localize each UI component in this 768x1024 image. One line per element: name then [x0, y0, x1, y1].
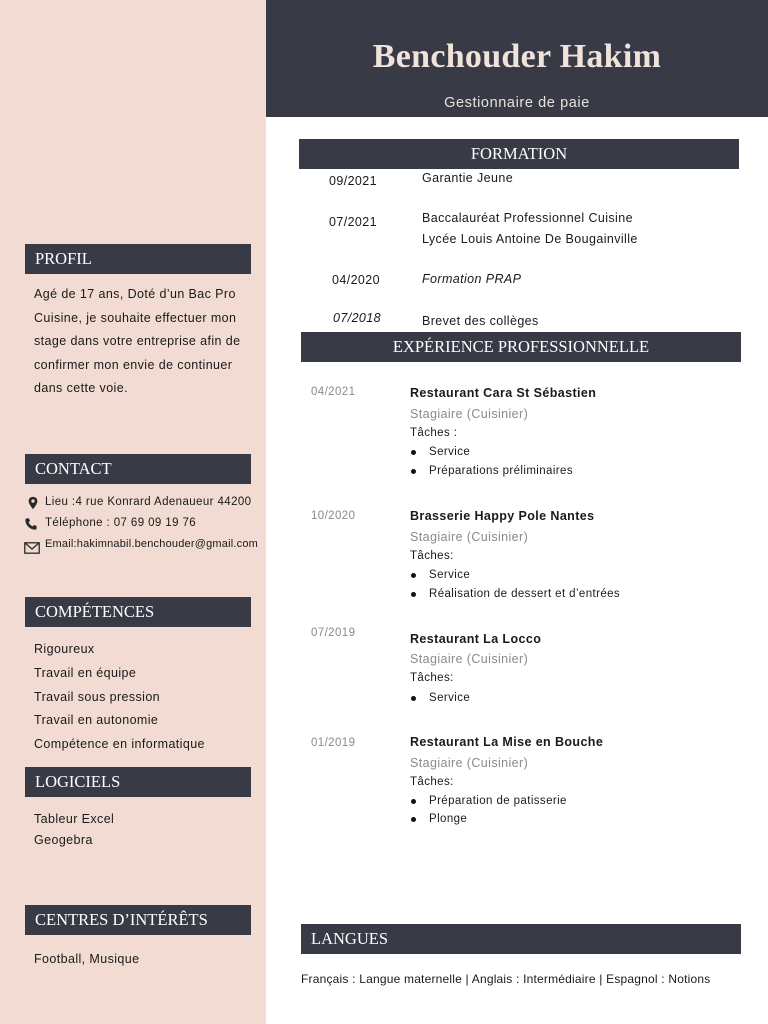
competence-item: Compétence en informatique: [34, 737, 205, 751]
competence-item: Travail en autonomie: [34, 713, 159, 727]
job-company: Restaurant La Mise en Bouche: [410, 735, 604, 749]
job-role: Stagiaire (Cuisinier): [410, 530, 529, 544]
job-tasks-label: Tâches :: [410, 427, 458, 439]
bullet: [411, 469, 416, 474]
bullet: [411, 450, 416, 455]
bullet: [411, 573, 416, 578]
phone-icon: [23, 517, 39, 531]
logiciel-item: Geogebra: [34, 833, 93, 847]
formation-line: Garantie Jeune: [422, 171, 514, 185]
job-task: Préparations préliminaires: [429, 465, 573, 477]
job-company: Restaurant La Locco: [410, 632, 542, 646]
experience-heading: EXPÉRIENCE PROFESSIONNELLE: [301, 332, 741, 362]
interets-heading: CENTRES D’INTÉRÊTS: [25, 905, 251, 935]
contact-phone: Téléphone : 07 69 09 19 76: [45, 517, 197, 529]
bullet: [411, 817, 416, 822]
bullet: [411, 696, 416, 701]
sidebar: [0, 0, 266, 1024]
logiciels-heading: LOGICIELS: [25, 767, 251, 797]
job-role: Stagiaire (Cuisinier): [410, 756, 529, 770]
langues-heading: LANGUES: [301, 924, 741, 954]
job-tasks-label: Tâches:: [410, 776, 454, 788]
job-date: 01/2019: [311, 737, 356, 749]
formation-line: Baccalauréat Professionnel Cuisine: [422, 211, 633, 225]
formation-line: Brevet des collèges: [422, 314, 539, 328]
langues-line: Français : Langue maternelle | Anglais : Intermédiaire | Espagnol : Notions: [301, 972, 711, 986]
interets-text: Football, Musique: [34, 952, 140, 966]
candidate-name: Benchouder Hakim: [372, 38, 662, 75]
formation-line: Formation PRAP: [422, 272, 522, 286]
job-task: Préparation de patisserie: [429, 795, 567, 807]
profil-heading: PROFIL: [25, 244, 251, 274]
job-tasks-label: Tâches:: [410, 550, 454, 562]
contact-email[interactable]: Email:hakimnabil.benchouder@gmail.com: [45, 538, 258, 550]
job-date: 04/2021: [311, 386, 356, 398]
header-banner: [266, 0, 768, 117]
job-title: Gestionnaire de paie: [444, 95, 590, 111]
contact-address: Lieu :4 rue Konrard Adenaueur 44200: [45, 496, 252, 508]
job-task: Réalisation de dessert et d’entrées: [429, 588, 621, 600]
competences-heading: COMPÉTENCES: [25, 597, 251, 627]
bullet: [411, 799, 416, 804]
formation-date: 07/2021: [329, 215, 377, 229]
logiciel-item: Tableur Excel: [34, 812, 115, 826]
formation-line: Lycée Louis Antoine De Bougainville: [422, 232, 638, 246]
job-company: Brasserie Happy Pole Nantes: [410, 509, 595, 523]
map-pin-icon: [25, 496, 41, 510]
job-date: 07/2019: [311, 627, 356, 639]
formation-heading: FORMATION: [299, 139, 739, 169]
job-task: Service: [429, 692, 471, 704]
job-date: 10/2020: [311, 510, 356, 522]
formation-date: 04/2020: [332, 273, 380, 287]
envelope-icon: [24, 541, 40, 555]
contact-heading: CONTACT: [25, 454, 251, 484]
competence-item: Travail sous pression: [34, 690, 161, 704]
job-tasks-label: Tâches:: [410, 672, 454, 684]
job-task: Service: [429, 446, 471, 458]
bullet: [411, 592, 416, 597]
competence-item: Travail en équipe: [34, 666, 137, 680]
job-company: Restaurant Cara St Sébastien: [410, 386, 597, 400]
job-task: Service: [429, 569, 471, 581]
job-role: Stagiaire (Cuisinier): [410, 652, 529, 666]
formation-date: 07/2018: [333, 311, 381, 325]
job-role: Stagiaire (Cuisinier): [410, 407, 529, 421]
profil-text: Agé de 17 ans, Doté d’un Bac Pro Cuisine, je souhaite effectuer mon stage dans votre entreprise afin de confirmer mon envie de continuer dans cette voie.: [34, 287, 241, 395]
job-task: Plonge: [429, 813, 468, 825]
formation-date: 09/2021: [329, 174, 377, 188]
competence-item: Rigoureux: [34, 642, 95, 656]
